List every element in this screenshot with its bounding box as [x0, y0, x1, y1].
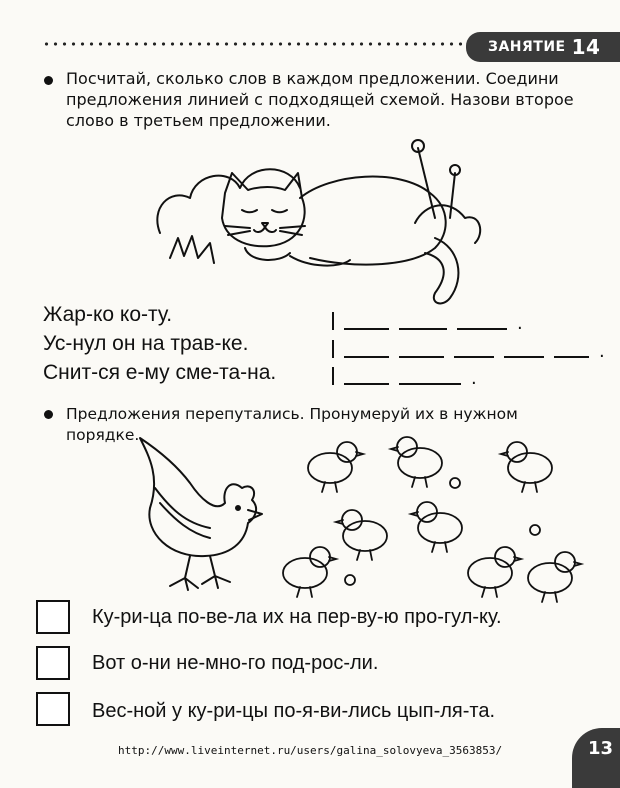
lesson-number: 14 — [571, 35, 601, 59]
scheme-2-period: . — [599, 341, 605, 362]
task1-bullet — [44, 76, 53, 85]
task1-sentence-1: Жар-ко ко-ту. — [43, 303, 173, 326]
lesson-label: ЗАНЯТИЕ — [488, 39, 566, 55]
task2-sentence-1: Ку-ри-ца по-ве-ла их на пер-ву-ю про-гул-ку. — [92, 606, 502, 628]
scheme-3[interactable] — [332, 367, 477, 389]
hen-chicks-illustration — [130, 428, 590, 603]
page-number: 13 — [572, 728, 620, 788]
task2-bullet — [44, 410, 53, 419]
lesson-tab — [466, 32, 620, 62]
task2-instruction: Предложения перепутались. Пронумеруй их в нужном порядке. — [66, 405, 518, 444]
order-box-3[interactable] — [36, 692, 70, 726]
order-box-2[interactable] — [36, 646, 70, 680]
scheme-1-period: . — [517, 313, 523, 334]
task1-instruction: Посчитай, сколько слов в каждом предложении. Соедини предложения линией с подходящей схемой. Назови второе слово в третьем предложении. — [66, 69, 574, 130]
scheme-2[interactable] — [332, 340, 605, 362]
task1-sentence-3: Снит-ся е-му сме-та-на. — [43, 361, 277, 384]
header-dotted-rule — [42, 42, 462, 46]
cat-illustration — [150, 138, 490, 303]
task1-sentence-2: Ус-нул он на трав-ке. — [43, 332, 249, 355]
scheme-1[interactable] — [332, 312, 523, 334]
task2-sentence-2: Вот о-ни не-мно-го под-рос-ли. — [92, 652, 379, 674]
scheme-3-period: . — [471, 368, 477, 389]
order-box-1[interactable] — [36, 600, 70, 634]
task2-sentence-3: Вес-ной у ку-ри-цы по-я-ви-лись цып-ля-та. — [92, 700, 496, 722]
footer-url[interactable]: http://www.liveinternet.ru/users/galina_solovyeva_3563853/ — [118, 744, 503, 757]
